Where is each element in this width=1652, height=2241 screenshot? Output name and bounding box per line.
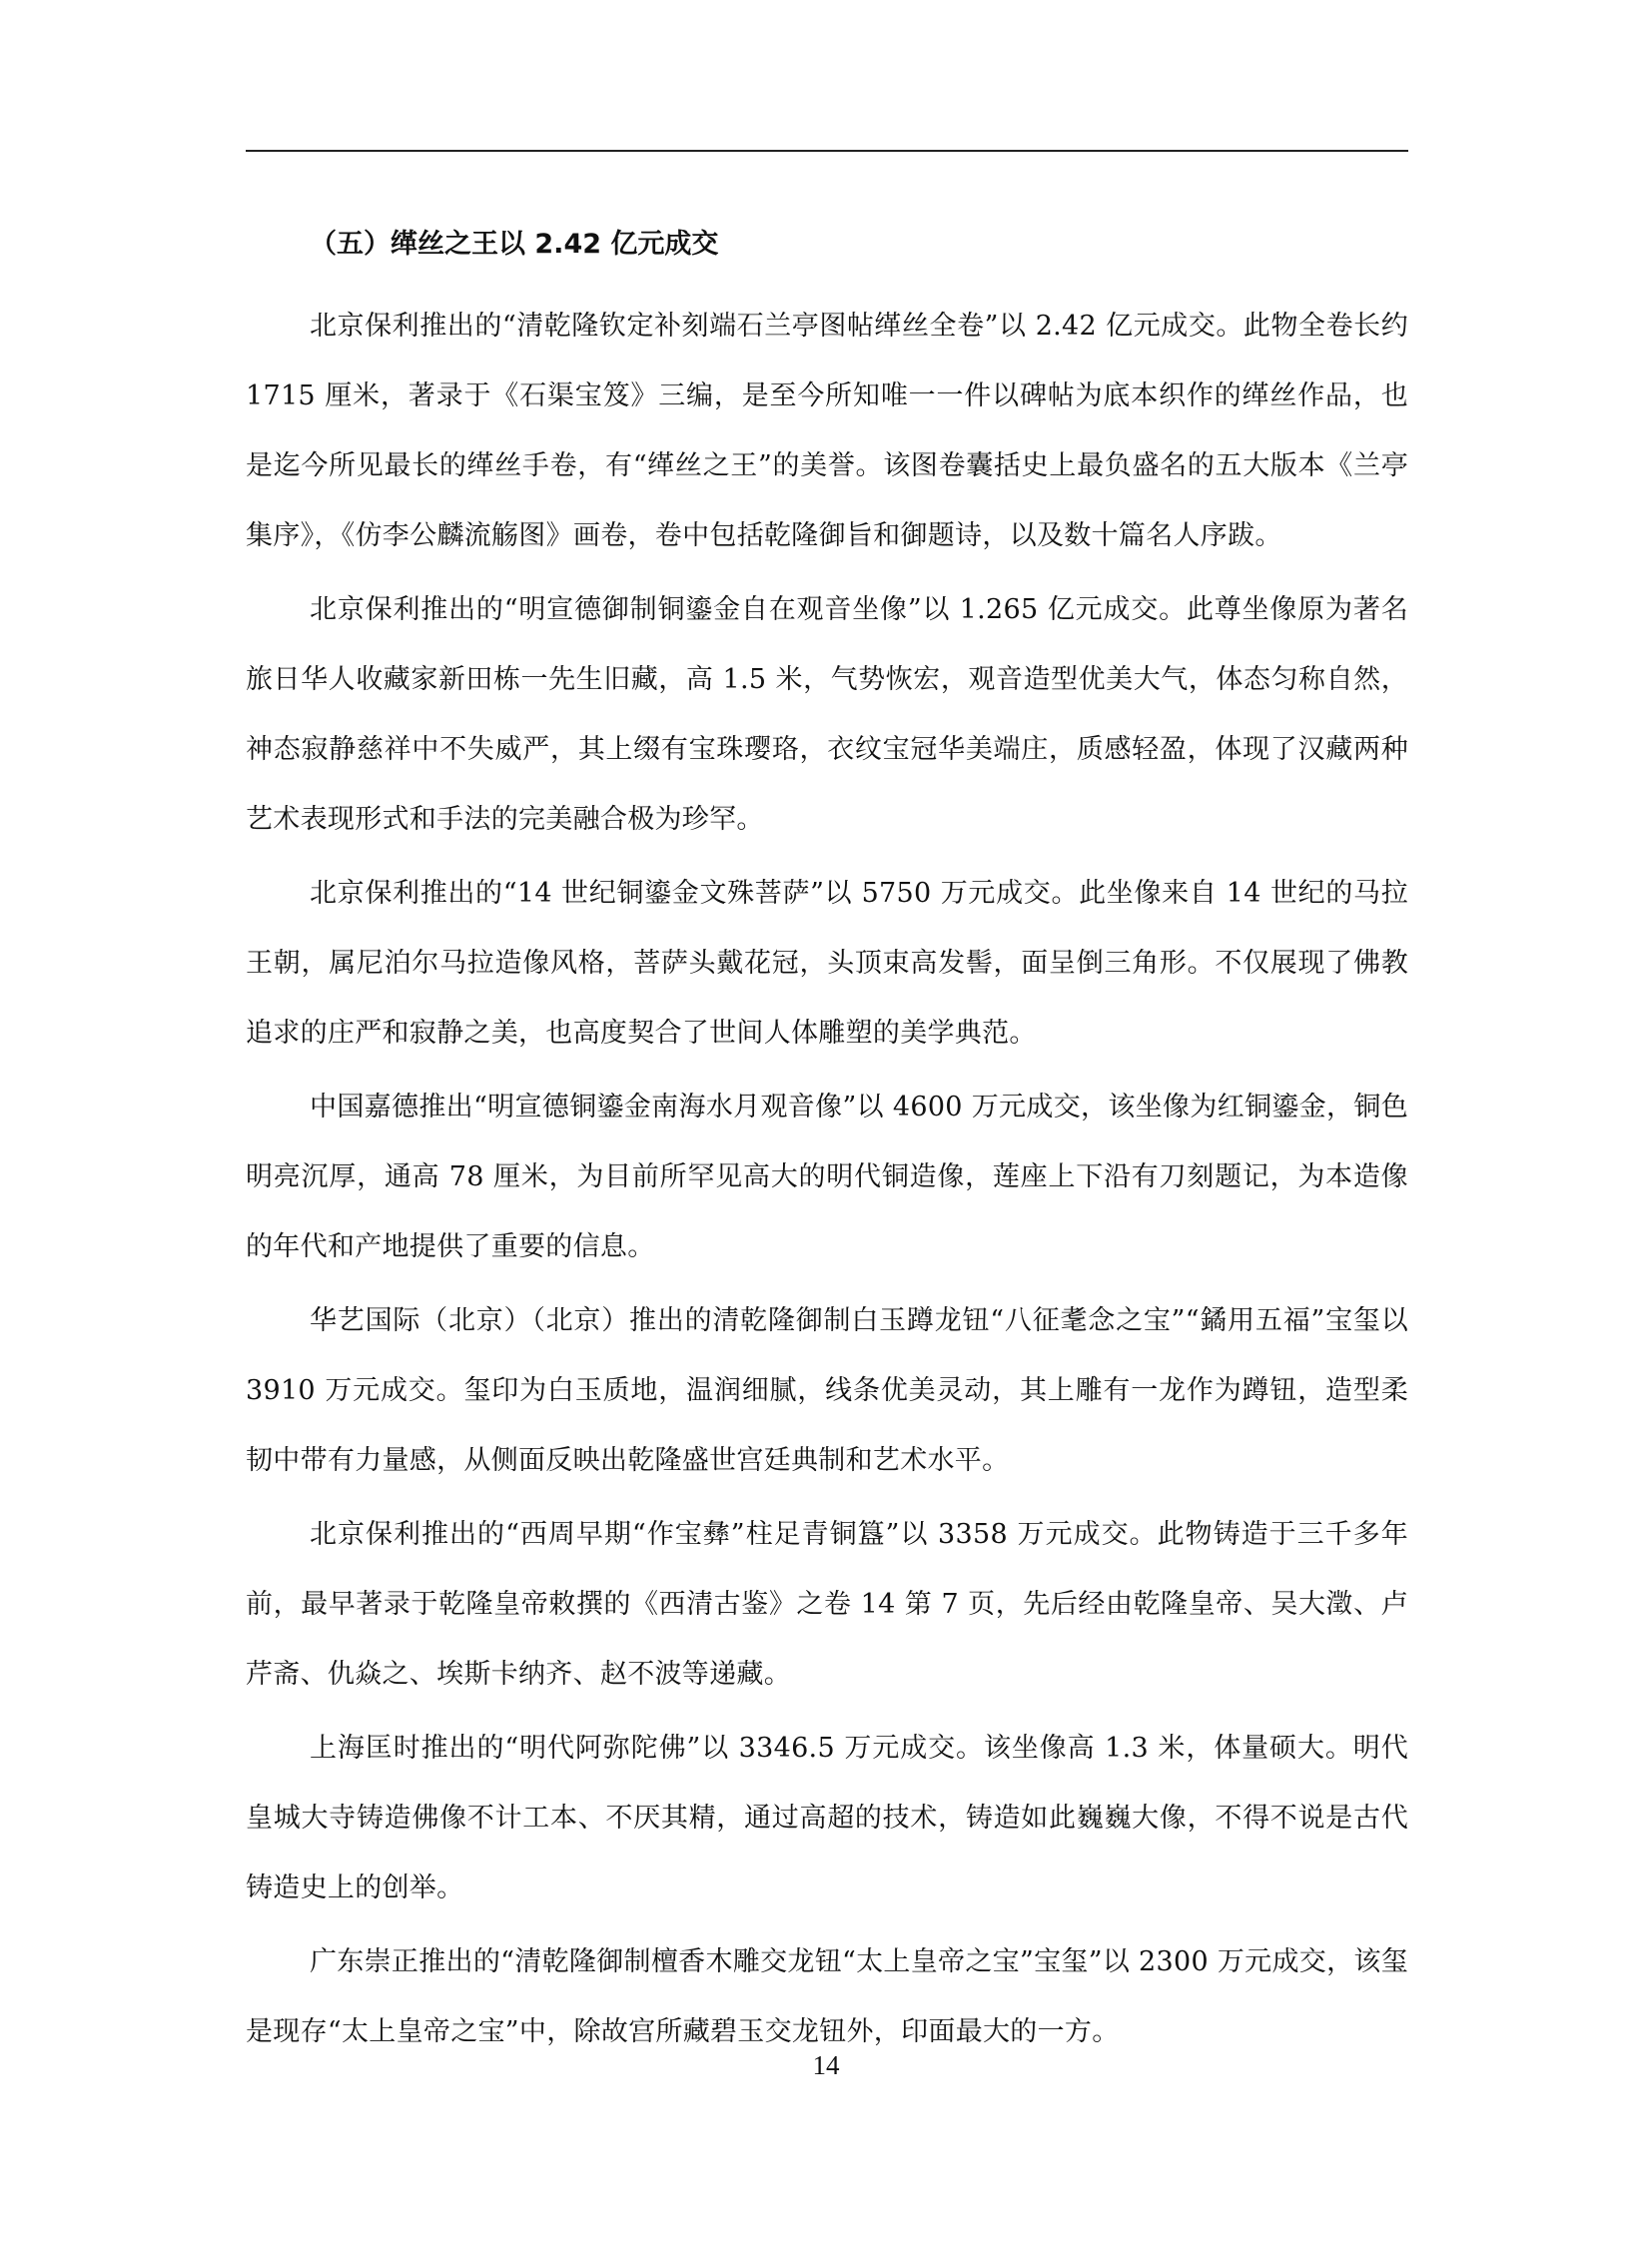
- paragraph-white-jade-seal: 华艺国际（北京）（北京）推出的清乾隆御制白玉蹲龙钮“八征耄念之宝”“鐍用五福”宝玺以 3910 万元成交。玺印为白玉质地，温润细腻，线条优美灵动，其上雕有一龙作为蹲钮，造型柔韧中带有力量感，从侧面反映出乾隆盛世宫廷典制和艺术水平。: [246, 1305, 1408, 1476]
- paragraph-amitabha: 上海匡时推出的“明代阿弥陀佛”以 3346.5 万元成交。该坐像高 1.3 米，体量硕大。明代皇城大寺铸造佛像不计工本、不厌其精，通过高超的技术，铸造如此巍巍大像，不得不说是古代铸造史上的创举。: [246, 1733, 1408, 1903]
- paragraph-guanyin-seated: 北京保利推出的“明宣德御制铜鎏金自在观音坐像”以 1.265 亿元成交。此尊坐像原为著名旅日华人收藏家新田栋一先生旧藏，高 1.5 米，气势恢宏，观音造型优美大气，体态匀称自然，神态寂静慈祥中不失威严，其上缀有宝珠璎珞，衣纹宝冠华美端庄，质感轻盈，体现了汉藏两种艺术表现形式和手法的完美融合极为珍罕。: [246, 594, 1408, 835]
- page-number: 14: [812, 2050, 840, 2080]
- paragraph-water-moon-guanyin: 中国嘉德推出“明宣德铜鎏金南海水月观音像”以 4600 万元成交，该坐像为红铜鎏金，铜色明亮沉厚，通高 78 厘米，为目前所罕见高大的明代铜造像，莲座上下沿有刀刻题记，为本造像的年代和产地提供了重要的信息。: [246, 1092, 1408, 1262]
- header-rule: [246, 150, 1408, 152]
- paragraph-sandalwood-seal: 广东崇正推出的“清乾隆御制檀香木雕交龙钮“太上皇帝之宝”宝玺”以 2300 万元成交，该玺是现存“太上皇帝之宝”中，除故宫所藏碧玉交龙钮外，印面最大的一方。: [246, 1946, 1408, 2047]
- paragraph-manjushri: 北京保利推出的“14 世纪铜鎏金文殊菩萨”以 5750 万元成交。此坐像来自 14 世纪的马拉王朝，属尼泊尔马拉造像风格，菩萨头戴花冠，头顶束高发髻，面呈倒三角形。不仅展现了佛教追求的庄严和寂静之美，也高度契合了世间人体雕塑的美学典范。: [246, 878, 1408, 1049]
- paragraph-bronze-gui: 北京保利推出的“西周早期“作宝彝”柱足青铜簋”以 3358 万元成交。此物铸造于三千多年前，最早著录于乾隆皇帝敕撰的《西清古鉴》之卷 14 第 7 页，先后经由乾隆皇帝、吴大澂、卢芹斋、仇焱之、埃斯卡纳齐、赵不波等递藏。: [246, 1519, 1408, 1690]
- section-heading: （五）缂丝之王以 2.42 亿元成交: [310, 229, 719, 260]
- paragraph-kesi-scroll: 北京保利推出的“清乾隆钦定补刻端石兰亭图帖缂丝全卷”以 2.42 亿元成交。此物全卷长约 1715 厘米，著录于《石渠宝笈》三编，是至今所知唯一一件以碑帖为底本织作的缂丝作品，也是迄今所见最长的缂丝手卷，有“缂丝之王”的美誉。该图卷囊括史上最负盛名的五大版本《兰亭集序》，《仿李公麟流觞图》画卷，卷中包括乾隆御旨和御题诗，以及数十篇名人序跋。: [246, 311, 1408, 551]
- page-body: [246, 218, 1408, 2071]
